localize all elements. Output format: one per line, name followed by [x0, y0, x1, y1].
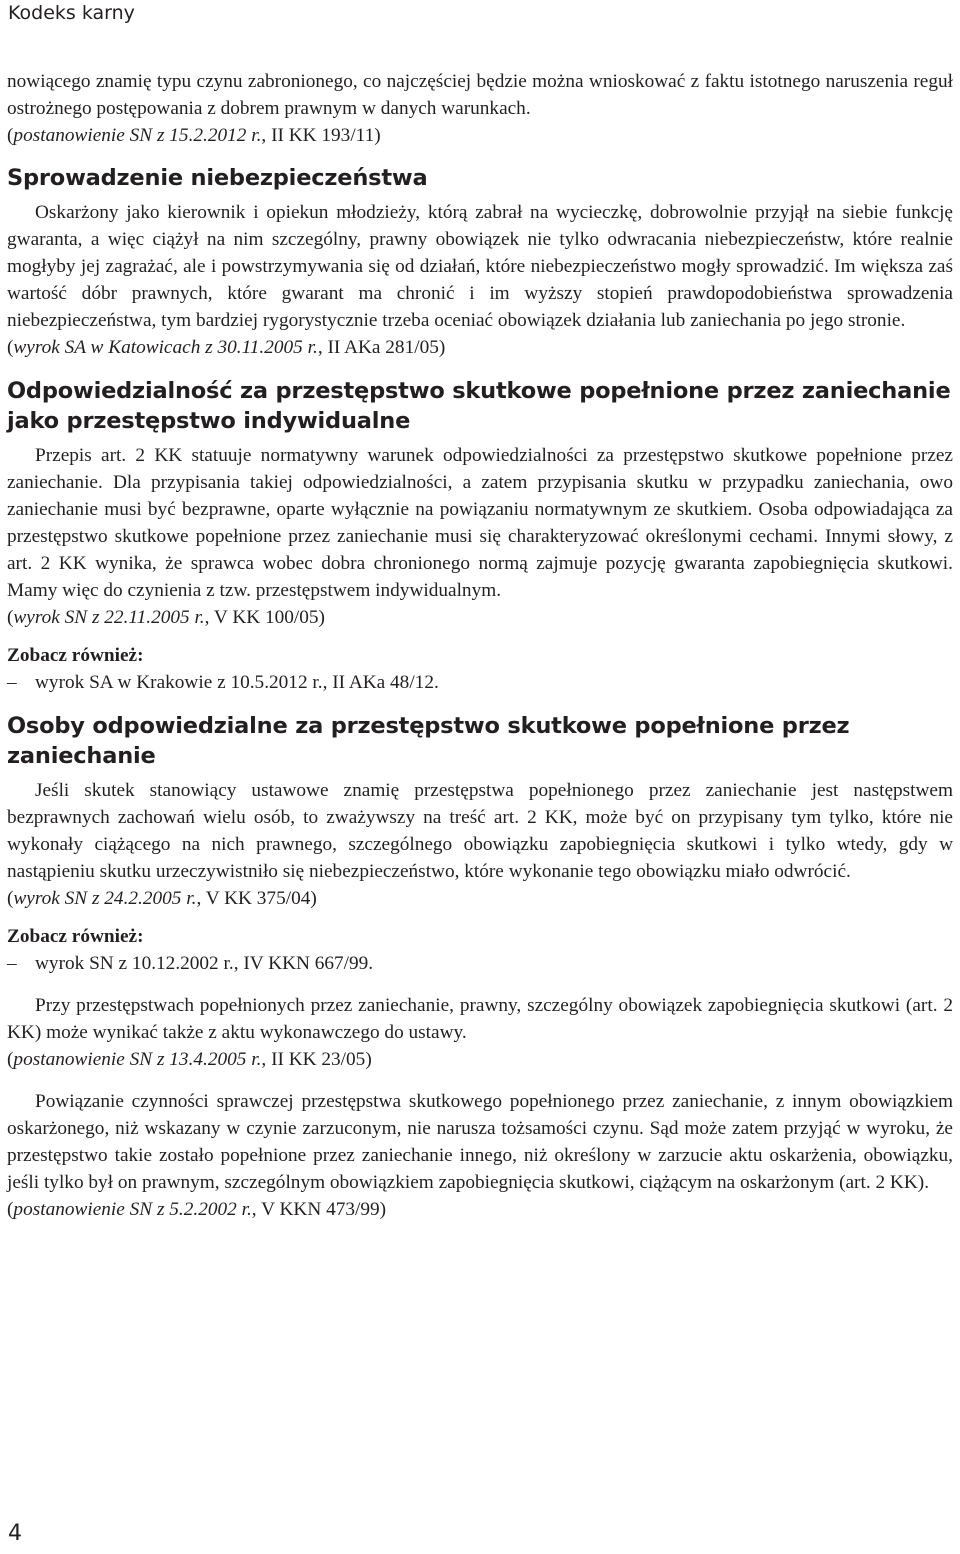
section-paragraph: Oskarżony jako kierownik i opiekun młodzieży, którą zabrał na wycieczkę, dobrowolnie przyjął na siebie funkcję gwaranta, a więc ciążył na nim szczególny, prawny obowiązek nie tylko odwracania niebezpieczeństw, które realnie mogłyby jej zagrażać, ale i powstrzymywania się od działań, które niebezpieczeństwo mogły sprowadzić. Im większa zaś wartość dóbr prawnych, które gwarant ma chronić i im wyższy stopień prawdopodobieństwa sprowadzenia niebezpieczeństwa, tym bardziej rygorystycznie trzeba oceniać obowiązek działania lub zaniechania po jego stronie.: [7, 202, 953, 331]
see-also-label: Zobacz również:: [7, 926, 144, 947]
running-head: Kodeks karny: [8, 2, 135, 24]
page-content: [7, 68, 953, 1223]
page-number: 4: [8, 1521, 22, 1546]
intro-paragraph: nowiącego znamię typu czynu zabronionego, co najczęściej będzie można wnioskować z faktu istotnego naruszenia reguł ostrożnego postępowania z dobrem prawnym w danych warunkach.: [7, 71, 953, 119]
see-also-label: Zobacz również:: [7, 645, 144, 666]
list-dash: –: [7, 953, 17, 974]
section-citation: (wyrok SN z 24.2.2005 r., V KK 375/04): [7, 888, 317, 909]
intro-citation: (postanowienie SN z 15.2.2012 r., II KK 193/11): [7, 125, 381, 146]
section-citation: (wyrok SA w Katowicach z 30.11.2005 r., II AKa 281/05): [7, 337, 446, 358]
section-heading-sprowadzenie: Sprowadzenie niebezpieczeństwa: [7, 165, 428, 191]
list-dash: –: [7, 672, 17, 693]
extra-paragraph: Powiązanie czynności sprawczej przestępstwa skutkowego popełnionego przez zaniechanie, z innym obowiązkiem oskarżonego, niż wskazany w czynie zarzuconym, nie narusza tożsamości czynu. Sąd może zatem przyjąć w wyroku, że przestępstwo takie zostało popełnione przez zaniechanie innego, niż określony w zarzucie aktu oskarżenia, obowiązku, jeśli tylko był on prawnym, szczególnym obowiązkiem zapobiegnięcia skutkowi, ciążącym na oskarżonym (art. 2 KK).: [7, 1091, 953, 1193]
section-paragraph: Jeśli skutek stanowiący ustawowe znamię przestępstwa popełnionego przez zaniechanie jest następstwem bezprawnych zachowań wielu osób, to zważywszy na treść art. 2 KK, może być on przypisany tym tylko, które nie wykonały ciążącego na nich prawnego, szczególnego obowiązku zapobiegnięcia skutkowi i tylko wtedy, gdy w nastąpieniu skutku urzeczywistniło się niebezpieczeństwo, które wykonanie tego obowiązku miało odwrócić.: [7, 780, 953, 882]
section-paragraph: Przepis art. 2 KK statuuje normatywny warunek odpowiedzialności za przestępstwo skutkowe popełnione przez zaniechanie. Dla przypisania takiej odpowiedzialności, a zatem przypisania skutku w przypadku zaniechania, owo zaniechanie musi być bezprawne, oparte wyłącznie na powiązaniu normatywnym ze skutkiem. Osoba odpowiadająca za przestępstwo skutkowe popełnione przez zaniechanie musi się charakteryzować określonymi cechami. Innymi słowy, z art. 2 KK wynika, że sprawca wobec dobra chronionego normą zajmuje pozycję gwaranta zapobiegnięcia skutkowi. Mamy więc do czynienia z tzw. przestępstwem indywidualnym.: [7, 445, 953, 601]
section-heading-odpowiedzialnosc: Odpowiedzialność za przestępstwo skutkowe popełnione przez zaniechanie jako przestępstwo indywidualne: [7, 378, 951, 434]
extra-paragraph: Przy przestępstwach popełnionych przez zaniechanie, prawny, szczególny obowiązek zapobiegnięcia skutkowi (art. 2 KK) może wynikać także z aktu wykonawczego do ustawy.: [7, 995, 953, 1043]
extra-citation: (postanowienie SN z 13.4.2005 r., II KK 23/05): [7, 1049, 372, 1070]
extra-citation: (postanowienie SN z 5.2.2002 r., V KKN 473/99): [7, 1199, 387, 1220]
see-also-item: [7, 669, 953, 696]
see-also-text: wyrok SN z 10.12.2002 r., IV KKN 667/99.: [35, 953, 374, 974]
see-also-text: wyrok SA w Krakowie z 10.5.2012 r., II AKa 48/12.: [35, 672, 439, 693]
see-also-item: [7, 950, 953, 977]
section-citation: (wyrok SN z 22.11.2005 r., V KK 100/05): [7, 607, 325, 628]
section-heading-osoby: Osoby odpowiedzialne za przestępstwo skutkowe popełnione przez zaniechanie: [7, 713, 850, 769]
